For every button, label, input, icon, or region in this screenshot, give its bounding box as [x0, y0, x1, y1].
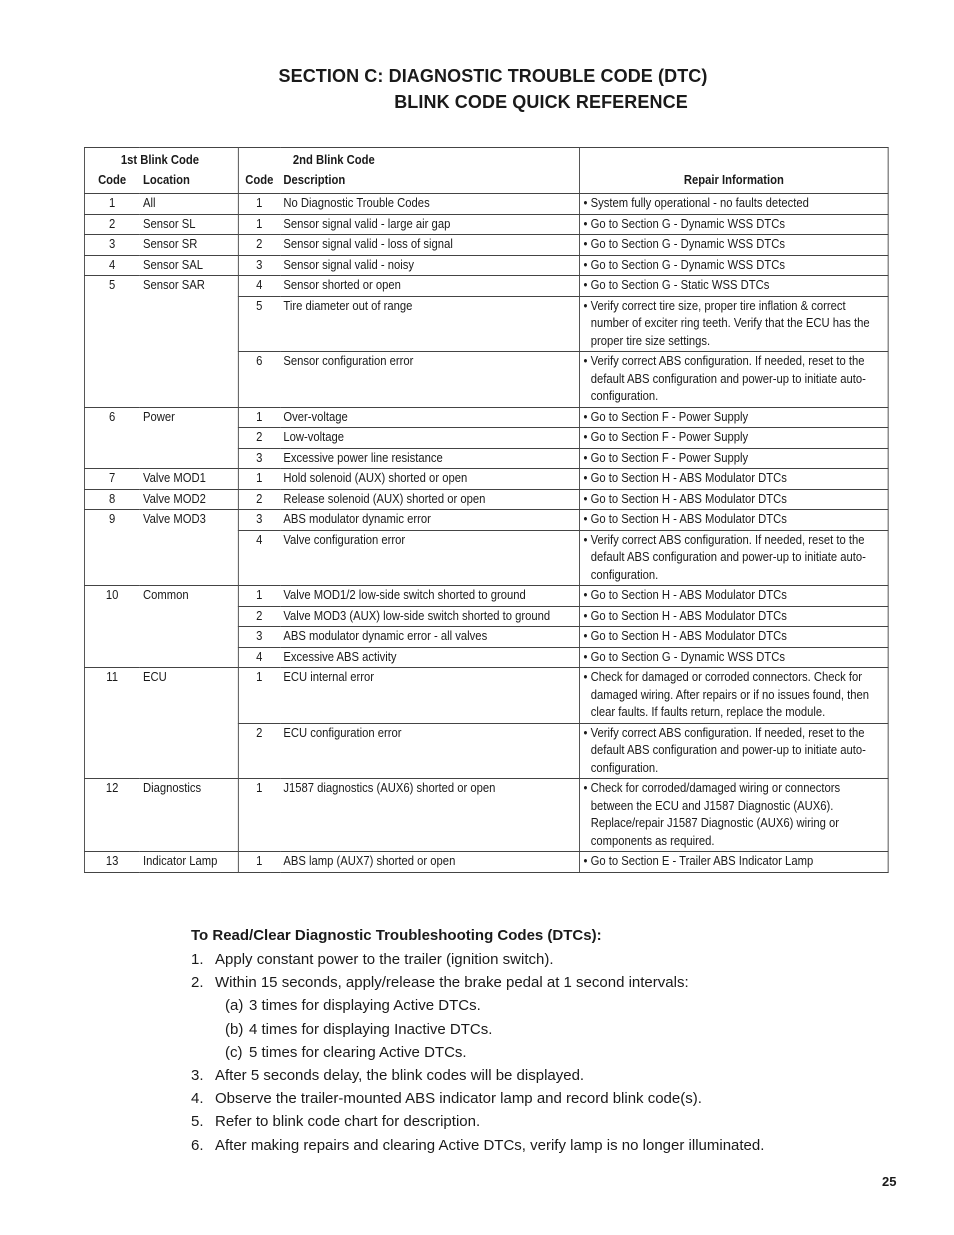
repair-information: • Go to Section G - Dynamic WSS DTCs	[579, 647, 888, 668]
first-blink-code: 6	[84, 407, 139, 469]
table-row	[84, 407, 888, 428]
description: Sensor signal valid - noisy	[280, 255, 580, 276]
description-column-header: Description	[280, 171, 580, 194]
location: Indicator Lamp	[139, 852, 238, 873]
location: Valve MOD3	[139, 510, 238, 586]
table-row	[84, 276, 888, 297]
table-row	[84, 194, 888, 215]
description: Valve MOD3 (AUX) low-side switch shorted to ground	[280, 606, 580, 627]
repair-information: • Go to Section H - ABS Modulator DTCs	[579, 606, 888, 627]
location: Diagnostics	[139, 779, 238, 852]
table-row	[84, 489, 888, 510]
second-blink-code: 3	[238, 255, 279, 276]
table-row	[84, 779, 888, 852]
first-blink-code: 13	[84, 852, 139, 873]
table-row	[84, 668, 888, 724]
first-blink-code: 7	[84, 469, 139, 490]
repair-information: • Go to Section F - Power Supply	[579, 428, 888, 449]
instruction-step	[191, 1066, 764, 1089]
repair-information: • System fully operational - no faults detected	[579, 194, 888, 215]
location: Sensor SL	[139, 214, 238, 235]
second-blink-code: 2	[238, 606, 279, 627]
description: Release solenoid (AUX) shorted or open	[280, 489, 580, 510]
description: Valve MOD1/2 low-side switch shorted to ground	[280, 586, 580, 607]
instructions	[191, 927, 764, 1159]
table-row	[84, 852, 888, 873]
second-blink-code: 3	[238, 448, 279, 469]
repair-information: • Go to Section G - Dynamic WSS DTCs	[579, 235, 888, 256]
step-number: 6.	[191, 1136, 204, 1154]
first-blink-code: 9	[84, 510, 139, 586]
description: Hold solenoid (AUX) shorted or open	[280, 469, 580, 490]
location: ECU	[139, 668, 238, 779]
step-number: (c)	[225, 1043, 243, 1061]
second-blink-code: 1	[238, 779, 279, 852]
description: ABS modulator dynamic error - all valves	[280, 627, 580, 648]
second-blink-code: 2	[238, 489, 279, 510]
instruction-step	[191, 1020, 764, 1043]
first-blink-code: 8	[84, 489, 139, 510]
step-number: 3.	[191, 1066, 204, 1084]
step-text: Observe the trailer-mounted ABS indicator lamp and record blink code(s).	[215, 1090, 702, 1108]
second-blink-code: 5	[238, 296, 279, 352]
instruction-step	[191, 973, 764, 996]
step-number: (b)	[225, 1020, 244, 1038]
step-text: 4 times for displaying Inactive DTCs.	[249, 1020, 493, 1038]
second-blink-code: 6	[238, 352, 279, 408]
instruction-steps	[191, 950, 764, 1159]
second-blink-code: 4	[238, 647, 279, 668]
second-blink-code: 1	[238, 469, 279, 490]
repair-information: • Verify correct ABS configuration. If needed, reset to the default ABS configuration and power-up to initiate auto-configuration.	[579, 530, 888, 586]
second-blink-code: 1	[238, 194, 279, 215]
second-blink-code: 1	[238, 852, 279, 873]
repair-information: • Go to Section F - Power Supply	[579, 407, 888, 428]
repair-information: • Go to Section H - ABS Modulator DTCs	[579, 510, 888, 531]
repair-information: • Verify correct ABS configuration. If needed, reset to the default ABS configuration and power-up to initiate auto-configuration.	[579, 723, 888, 779]
instruction-step	[191, 1136, 764, 1159]
first-blink-code: 3	[84, 235, 139, 256]
page-title: SECTION C: DIAGNOSTIC TROUBLE CODE (DTC)	[278, 66, 708, 86]
step-number: 4.	[191, 1090, 204, 1108]
second-blink-code: 4	[238, 276, 279, 297]
instruction-step	[191, 1043, 764, 1066]
repair-information: • Go to Section G - Static WSS DTCs	[579, 276, 888, 297]
repair-information: • Check for corroded/damaged wiring or connectors between the ECU and J1587 Diagnostic (AUX6). Replace/repair J1587 Diagnostic (AUX6) wiring or components as required.	[579, 779, 888, 852]
table-row	[84, 586, 888, 607]
location: Valve MOD1	[139, 469, 238, 490]
repair-information: • Go to Section E - Trailer ABS Indicator Lamp	[579, 852, 888, 873]
second-blink-code: 1	[238, 407, 279, 428]
step-number: 5.	[191, 1113, 204, 1131]
step-text: 5 times for clearing Active DTCs.	[249, 1043, 467, 1061]
code-column-header: Code	[84, 171, 139, 194]
instruction-step	[191, 950, 764, 973]
step-text: Within 15 seconds, apply/release the brake pedal at 1 second intervals:	[215, 974, 689, 992]
second-blink-code-header: 2nd Blink Code	[238, 148, 579, 171]
first-blink-code: 4	[84, 255, 139, 276]
step-text: Refer to blink code chart for description.	[215, 1113, 481, 1131]
second-blink-code: 1	[238, 214, 279, 235]
second-blink-code: 2	[238, 723, 279, 779]
instruction-step	[191, 996, 764, 1019]
step-text: 3 times for displaying Active DTCs.	[249, 997, 481, 1015]
instruction-step	[191, 1112, 764, 1135]
table-body	[84, 194, 888, 873]
step-number: (a)	[225, 997, 244, 1015]
second-blink-code: 1	[238, 586, 279, 607]
description: ABS lamp (AUX7) shorted or open	[280, 852, 580, 873]
step-number: 1.	[191, 951, 204, 968]
first-blink-code: 5	[84, 276, 139, 408]
second-blink-code: 2	[238, 235, 279, 256]
description: Sensor signal valid - loss of signal	[280, 235, 580, 256]
repair-information: • Check for damaged or corroded connectors. Check for damaged wiring. After repairs or if no issues found, then clear faults. If faults return, replace the module.	[579, 668, 888, 724]
location: All	[139, 194, 238, 215]
repair-information: • Go to Section F - Power Supply	[579, 448, 888, 469]
description: Valve configuration error	[280, 530, 580, 586]
description: Sensor signal valid - large air gap	[280, 214, 580, 235]
location: Sensor SAR	[139, 276, 238, 408]
table-row	[84, 469, 888, 490]
second-blink-code: 3	[238, 510, 279, 531]
first-blink-code: 10	[84, 586, 139, 668]
first-blink-code: 12	[84, 779, 139, 852]
repair-information-header: Repair Information	[579, 148, 888, 194]
repair-information: • Go to Section G - Dynamic WSS DTCs	[579, 255, 888, 276]
second-blink-code: 4	[238, 530, 279, 586]
page-subtitle: BLINK CODE QUICK REFERENCE	[394, 92, 688, 112]
step-text: After making repairs and clearing Active DTCs, verify lamp is no longer illuminated.	[215, 1136, 765, 1154]
description: Tire diameter out of range	[280, 296, 580, 352]
repair-information: • Go to Section H - ABS Modulator DTCs	[579, 489, 888, 510]
description: Sensor shorted or open	[280, 276, 580, 297]
table-row	[84, 235, 888, 256]
second-blink-code: 2	[238, 428, 279, 449]
repair-information: • Go to Section G - Dynamic WSS DTCs	[579, 214, 888, 235]
second-blink-code: 1	[238, 668, 279, 724]
description: Low-voltage	[280, 428, 580, 449]
repair-information: • Go to Section H - ABS Modulator DTCs	[579, 586, 888, 607]
instructions-title: To Read/Clear Diagnostic Troubleshooting Codes (DTCs):	[191, 927, 602, 944]
first-blink-code: 1	[84, 194, 139, 215]
step-number: 2.	[191, 974, 204, 992]
location-column-header: Location	[139, 171, 238, 194]
repair-information: • Verify correct tire size, proper tire inflation & correct number of exciter ring teeth. Verify that the ECU has the proper tire size settings.	[579, 296, 888, 352]
table-row	[84, 255, 888, 276]
description: ECU internal error	[280, 668, 580, 724]
description: ABS modulator dynamic error	[280, 510, 580, 531]
description: Excessive power line resistance	[280, 448, 580, 469]
description: ECU configuration error	[280, 723, 580, 779]
first-blink-code-header: 1st Blink Code	[84, 148, 238, 171]
instruction-step	[191, 1089, 764, 1112]
description: Excessive ABS activity	[280, 647, 580, 668]
blink-code-table	[84, 147, 889, 873]
location: Common	[139, 586, 238, 668]
code-column-header: Code	[238, 171, 279, 194]
description: Over-voltage	[280, 407, 580, 428]
repair-information: • Go to Section H - ABS Modulator DTCs	[579, 469, 888, 490]
page-number: 25	[882, 1174, 897, 1189]
description: Sensor configuration error	[280, 352, 580, 408]
first-blink-code: 11	[84, 668, 139, 779]
second-blink-code: 3	[238, 627, 279, 648]
repair-information: • Verify correct ABS configuration. If needed, reset to the default ABS configuration and power-up to initiate auto-configuration.	[579, 352, 888, 408]
table-row	[84, 510, 888, 531]
location: Sensor SR	[139, 235, 238, 256]
repair-information: • Go to Section H - ABS Modulator DTCs	[579, 627, 888, 648]
location: Sensor SAL	[139, 255, 238, 276]
location: Power	[139, 407, 238, 469]
first-blink-code: 2	[84, 214, 139, 235]
table-row	[84, 214, 888, 235]
description: No Diagnostic Trouble Codes	[280, 194, 580, 215]
step-text: Apply constant power to the trailer (ignition switch).	[215, 951, 554, 968]
description: J1587 diagnostics (AUX6) shorted or open	[280, 779, 580, 852]
step-text: After 5 seconds delay, the blink codes will be displayed.	[215, 1066, 585, 1084]
location: Valve MOD2	[139, 489, 238, 510]
